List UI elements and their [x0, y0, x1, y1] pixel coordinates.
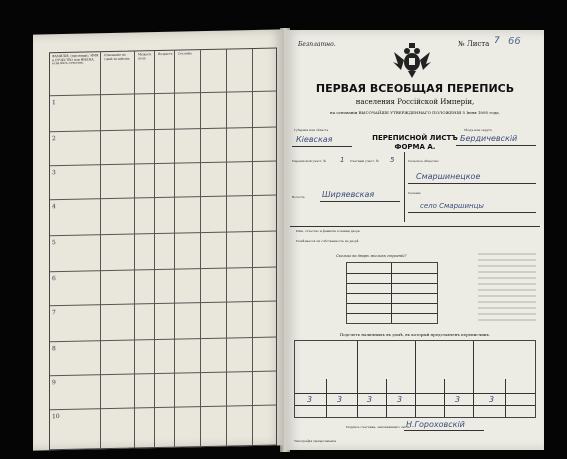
- uezd-label: Уѣздъ или округъ: [464, 128, 493, 132]
- sheet-number-value: 7: [494, 36, 500, 46]
- form-label-1: ПЕРЕПИСНОЙ ЛИСТЪ: [372, 134, 458, 142]
- row-number: 3: [52, 169, 56, 177]
- summary-value: 3: [307, 395, 313, 404]
- seleniye-value: село Смаршинцы: [420, 202, 484, 210]
- right-page: [286, 30, 544, 450]
- volost-label: Волость: [292, 195, 305, 199]
- table-header-age: Возрастъ: [158, 51, 173, 56]
- table-header-name: ФАМИЛІЯ, (прозвище), ИМЯ и ОТЧЕСТВО или ИМЕНА, если нѣтъ отчества.: [52, 53, 99, 66]
- ink-mark: 66: [508, 36, 521, 47]
- table-header-sex: Мужеск. пола: [138, 52, 152, 60]
- selo-label: Сельское общество: [408, 159, 439, 163]
- summary-value: 3: [367, 395, 373, 404]
- volost-value: Ширяевская: [322, 190, 375, 199]
- signature-label: Подпись счетчика, заполнявшаго листъ: [346, 425, 410, 429]
- row-number: 9: [52, 379, 56, 387]
- summary-heading: Подсчетъ наличныхъ въ домѣ, въ который представленъ переписчикъ.: [339, 332, 491, 337]
- table-header-relation: Отношеніе къ главѣ хозяйства: [104, 52, 130, 61]
- printer-label: Типографія Департамента: [294, 439, 337, 443]
- row-number: 6: [52, 275, 56, 283]
- summary-value: 3: [455, 395, 461, 404]
- imperial-eagle-icon: [392, 40, 432, 80]
- schetn-uch-label: Счетный участ. №: [350, 159, 379, 163]
- summary-table: [294, 340, 536, 418]
- decree-line: на основаніи ВЫСОЧАЙШЕ УТВЕРЖДЕННАГО ПОЛОЖЕНІЯ 5 Іюня 1895 года.: [330, 110, 500, 115]
- seleniye-label: Селеніе: [408, 191, 421, 195]
- guberniya-label: Губернія или область: [294, 128, 329, 132]
- form-label-2: ФОРМА А.: [394, 143, 436, 151]
- place-label: Помѣчается ли собственность въ дворѣ: [296, 239, 359, 243]
- perepis-uch-value: 1: [340, 156, 345, 164]
- sheet-number-label: № Листа: [458, 40, 490, 48]
- row-number: 4: [52, 203, 56, 211]
- uezd-value: Бердичевскій: [460, 134, 518, 143]
- row-number: 7: [52, 309, 56, 317]
- table-header-class: Сословіе: [178, 51, 192, 56]
- row-number: 1: [52, 99, 56, 107]
- row-number: 2: [52, 135, 56, 143]
- summary-value: 3: [397, 395, 403, 404]
- selo-value: Смаршинецкое: [416, 172, 481, 181]
- row-number: 10: [52, 413, 60, 421]
- family-table: [49, 48, 277, 451]
- subtitle: населения Россійской Имперіи,: [355, 98, 475, 106]
- free-label: Безплатно.: [298, 41, 336, 48]
- structures-table: [346, 262, 438, 324]
- owner-label: Имя, отчество и фамилія хозяина двора: [296, 229, 360, 233]
- row-number: 8: [52, 345, 56, 353]
- schetn-uch-value: 5: [390, 156, 395, 164]
- instructions-block: [478, 250, 536, 328]
- main-title: ПЕРВАЯ ВСЕОБЩАЯ ПЕРЕПИСЬ: [315, 82, 515, 95]
- left-page: [33, 29, 283, 450]
- summary-value: 3: [337, 395, 343, 404]
- row-number: 5: [52, 239, 56, 247]
- perepis-uch-label: Переписной участ. №: [292, 159, 327, 163]
- summary-value: 3: [489, 395, 495, 404]
- signature-value: Н.Гороховскій: [406, 420, 465, 429]
- guberniya-value: Кіевская: [296, 135, 333, 144]
- rooms-label: Сколько во дворѣ жилыхъ строеній?: [336, 254, 407, 258]
